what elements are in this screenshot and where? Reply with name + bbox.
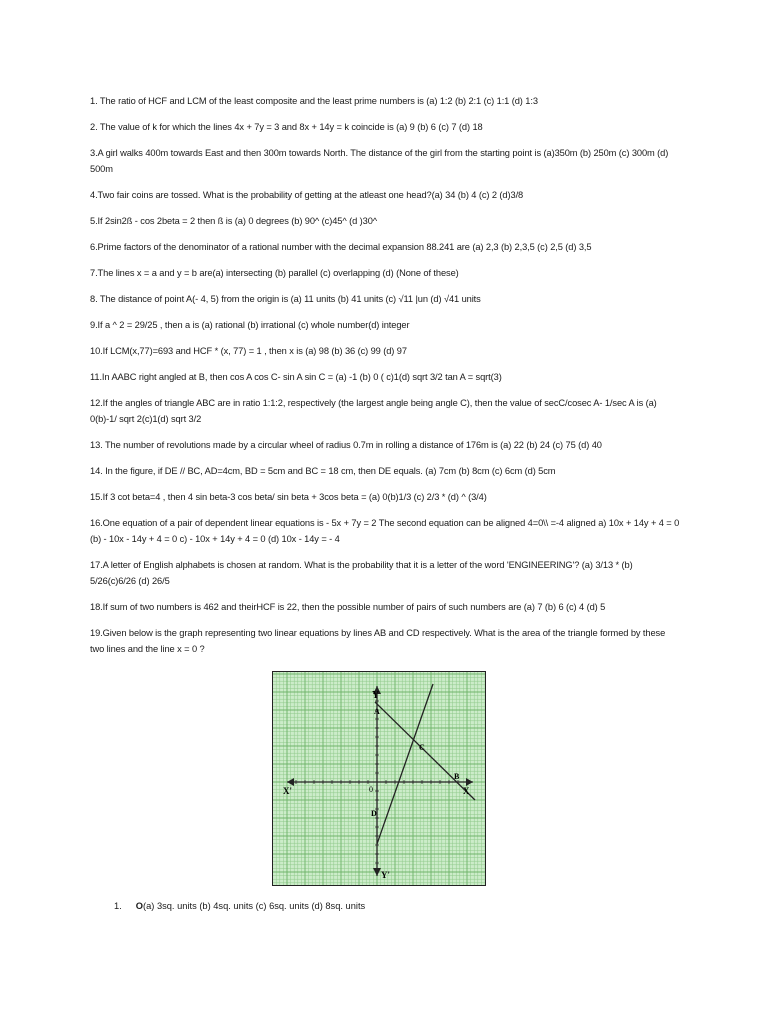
question-15: 15.If 3 cot beta=4 , then 4 sin beta-3 cos beta/ sin beta + 3cos beta = (a) 0(b)1/3 (c) 2/3 * (d) ^ (3/4) bbox=[90, 492, 487, 502]
question-13: 13. The number of revolutions made by a circular wheel of radius 0.7m in rolling a distance of 176m is (a) 22 (b) 24 (c) 75 (d) 40 bbox=[90, 440, 602, 450]
question-11: 11.In AABC right angled at B, then cos A cos C- sin A sin C = (a) -1 (b) 0 ( c)1(d) sqrt 3/2 tan A = sqrt(3) bbox=[90, 372, 502, 382]
question-2: 2. The value of k for which the lines 4x + 7y = 3 and 8x + 14y = k coincide is (a) 9 (b) 6 (c) 7 (d) 18 bbox=[90, 122, 483, 132]
question-6: 6.Prime factors of the denominator of a rational number with the decimal expansion 88.241 are (a) 2,3 (b) 2,3,5 (c) 2,5 (d) 3,5 bbox=[90, 242, 592, 252]
label-a: A bbox=[374, 707, 380, 716]
question-5: 5.If 2sin2ß - cos 2beta = 2 then ß is (a) 0 degrees (b) 90^ (c)45^ (d )30^ bbox=[90, 216, 378, 226]
label-x: X bbox=[463, 786, 470, 796]
answer-option-line bbox=[114, 899, 365, 913]
question-14: 14. In the figure, if DE // BC, AD=4cm, BD = 5cm and BC = 18 cm, then DE equals. (a) 7cm (b) 8cm (c) 6cm (d) 5cm bbox=[90, 466, 556, 476]
question-19: 19.Given below is the graph representing two linear equations by lines AB and CD respectively. What is the area of the triangle formed by these two lines and the line x = 0 ? bbox=[90, 628, 666, 654]
label-y: Y bbox=[372, 690, 380, 701]
answer-text bbox=[136, 899, 365, 913]
question-9: 9.If a ^ 2 = 29/25 , then a is (a) rational (b) irrational (c) whole number(d) integer bbox=[90, 320, 410, 330]
graph-svg bbox=[273, 672, 485, 885]
label-b: B bbox=[454, 772, 460, 781]
question-17: 17.A letter of English alphabets is chosen at random. What is the probability that it is a letter of the word 'ENGINEERING'? (a) 3/13 * (b) 5/26(c)6/26 (d) 26/5 bbox=[90, 560, 633, 586]
label-x-prime: X' bbox=[283, 786, 292, 796]
label-c: C bbox=[419, 743, 425, 752]
question-8: 8. The distance of point A(- 4, 5) from the origin is (a) 11 units (b) 41 units (c) √11 |un (d) √41 units bbox=[90, 294, 481, 304]
question-18: 18.If sum of two numbers is 462 and theirHCF is 22, then the possible number of pairs of such numbers are (a) 7 (b) 6 (c) 4 (d) 5 bbox=[90, 602, 606, 612]
question-10: 10.If LCM(x,77)=693 and HCF * (x, 77) = 1 , then x is (a) 98 (b) 36 (c) 99 (d) 97 bbox=[90, 346, 407, 356]
question-16: 16.One equation of a pair of dependent linear equations is - 5x + 7y = 2 The second equation can be aligned 4=0\\ =-4 aligned a) 10x + 14y + 4 = 0 (b) - 10x - 14y + 4 = 0 c) - 10x + 14y + 4 = 0 (d) 10x - 14y = - 4 bbox=[90, 518, 680, 544]
question-7: 7.The lines x = a and y = b are(a) intersecting (b) parallel (c) overlapping (d) (None of these) bbox=[90, 268, 459, 278]
graph-figure bbox=[272, 671, 486, 886]
question-12: 12.If the angles of triangle ABC are in ratio 1:1:2, respectively (the largest angle being angle C), then the value of secC/cosec A- 1/sec A is (a) 0(b)-1/ sqrt 2(c)1(d) sqrt 3/2 bbox=[90, 398, 657, 424]
question-list bbox=[90, 93, 680, 667]
question-1: 1. The ratio of HCF and LCM of the least composite and the least prime numbers is (a) 1:2 (b) 2:1 (c) 1:1 (d) 1:3 bbox=[90, 96, 538, 106]
label-d: D bbox=[371, 809, 377, 818]
answer-bold-prefix: O bbox=[135, 901, 143, 911]
label-y-prime: Y' bbox=[381, 870, 390, 880]
answer-number: 1. bbox=[114, 901, 122, 911]
answer-options: (a) 3sq. units (b) 4sq. units (c) 6sq. units (d) 8sq. units bbox=[143, 901, 366, 911]
question-3: 3.A girl walks 400m towards East and then 300m towards North. The distance of the girl from the starting point is (a)350m (b) 250m (c) 300m (d) 500m bbox=[90, 148, 669, 174]
label-origin: 0 bbox=[369, 785, 373, 794]
question-4: 4.Two fair coins are tossed. What is the probability of getting at the atleast one head?(a) 34 (b) 4 (c) 2 (d)3/8 bbox=[90, 190, 524, 200]
